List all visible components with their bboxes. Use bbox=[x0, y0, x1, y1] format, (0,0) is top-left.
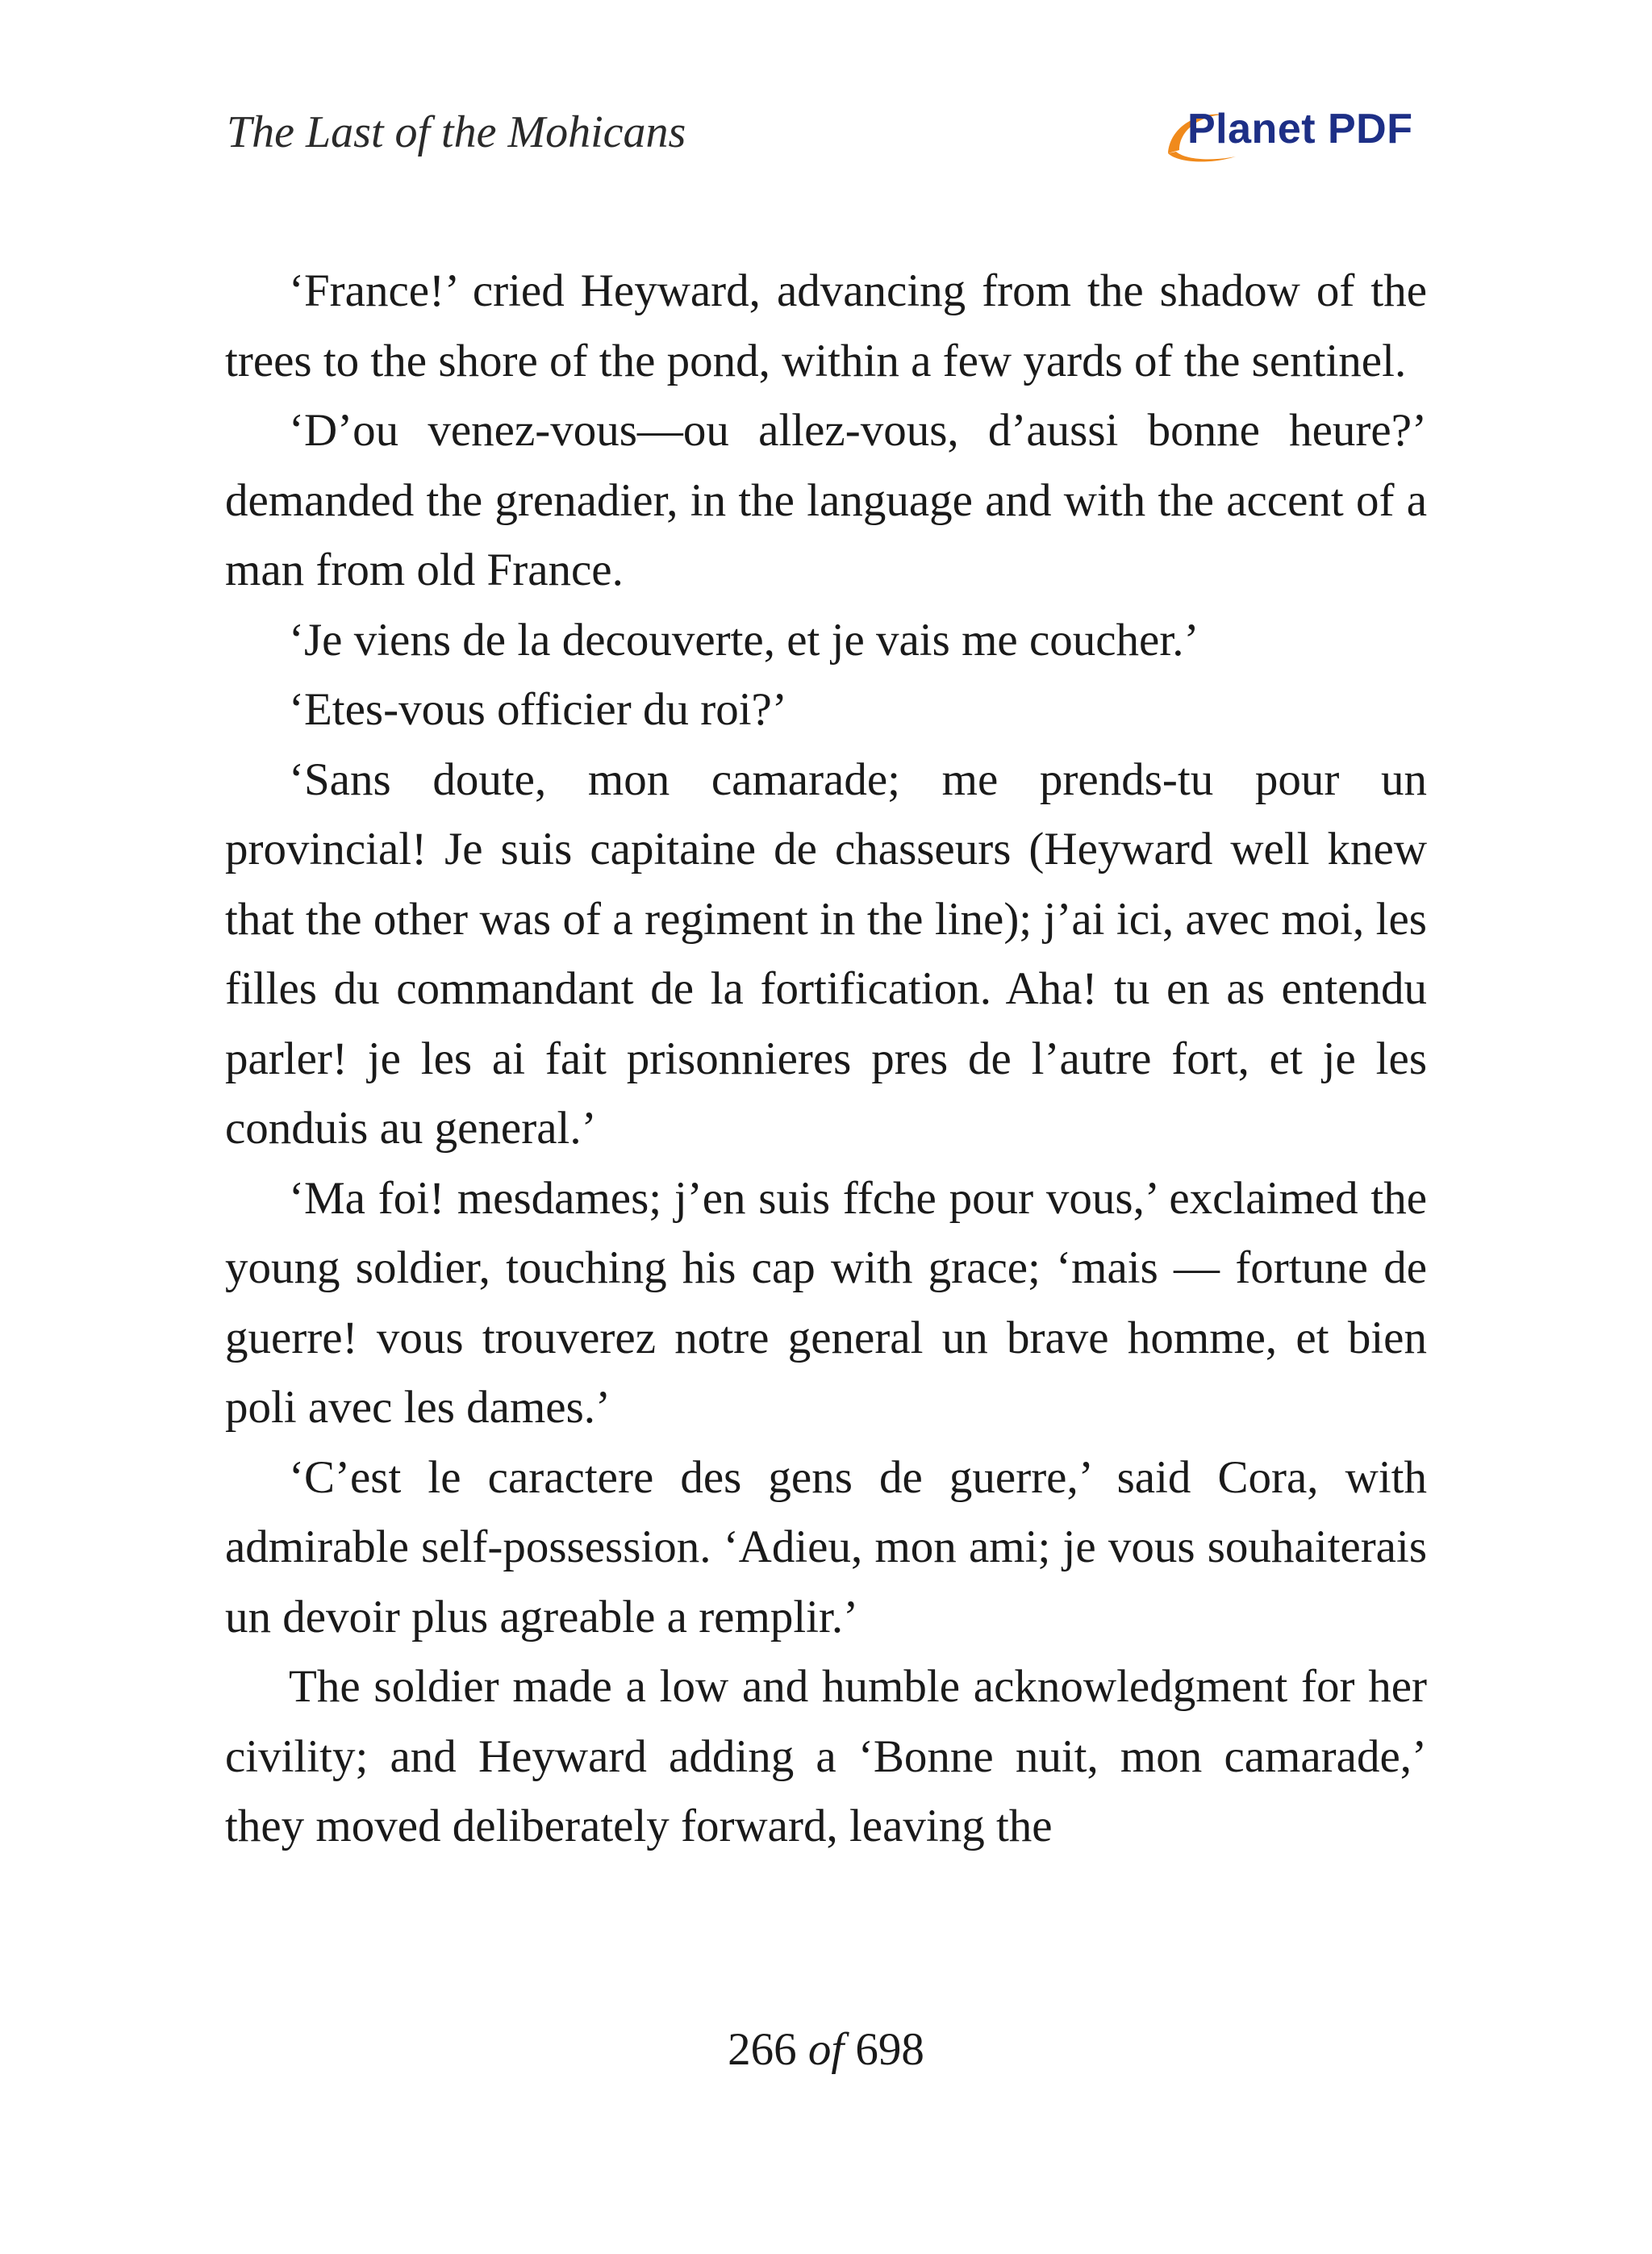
planet-pdf-logo bbox=[1162, 97, 1428, 169]
paragraph: ‘Sans doute, mon camarade; me prends-tu pour un provincial! Je suis capitaine de chasseurs (Heyward well knew that the other was of a regiment in the line); j’ai ici, avec moi, les filles du commandant de la fortification. Aha! tu en as entendu parler! je les ai fait prisonnieres pres de l’autre fort, et je les conduis au general.’ bbox=[225, 753, 1427, 1154]
paragraph: ‘France!’ cried Heyward, advancing from the shadow of the trees to the shore of the pond, within a few yards of the sentinel. bbox=[225, 265, 1427, 386]
page-body bbox=[225, 257, 1427, 1862]
paragraph: ‘Etes-vous officier du roi?’ bbox=[289, 684, 787, 735]
paragraph: ‘Ma foi! mesdames; j’en suis ffche pour vous,’ exclaimed the young soldier, touching his cap with grace; ‘mais — fortune de guerre! vous trouverez notre general un brave homme, et bien poli avec les dames.’ bbox=[225, 1172, 1427, 1433]
page-of-label: of bbox=[807, 2024, 845, 2075]
paragraph: The soldier made a low and humble acknowledgment for her civility; and Heyward adding a ‘Bonne nuit, mon camarade,’ they moved deliberately forward, leaving the bbox=[225, 1661, 1427, 1851]
page-current: 266 bbox=[728, 2024, 797, 2075]
paragraph: ‘Je viens de la decouverte, et je vais me coucher.’ bbox=[289, 614, 1199, 666]
book-title: The Last of the Mohicans bbox=[227, 107, 686, 157]
logo-text: Planet PDF bbox=[1187, 106, 1413, 152]
paragraph: ‘C’est le caractere des gens de guerre,’ said Cora, with admirable self-possession. ‘Adieu, mon ami; je vous souhaiterais un devoir plus agreable a remplir.’ bbox=[225, 1451, 1427, 1642]
page-number bbox=[0, 2023, 1652, 2076]
page-header bbox=[0, 0, 1652, 210]
paragraph: ‘D’ou venez-vous—ou allez-vous, d’aussi bonne heure?’ demanded the grenadier, in the language and with the accent of a man from old France. bbox=[225, 405, 1427, 595]
page-total: 698 bbox=[855, 2024, 924, 2075]
